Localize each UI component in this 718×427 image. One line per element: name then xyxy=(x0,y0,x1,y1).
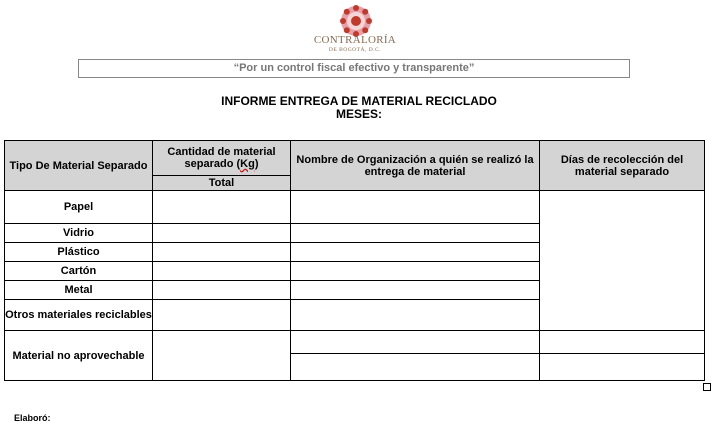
header-collection-days: Días de recolección del material separado xyxy=(540,141,705,191)
row-label-metal: Metal xyxy=(5,281,153,300)
row-label-vidrio: Vidrio xyxy=(5,224,153,243)
cell-quantity[interactable] xyxy=(153,262,291,281)
cell-organization[interactable] xyxy=(291,354,540,381)
cell-organization[interactable] xyxy=(291,262,540,281)
row-label-plastico: Plástico xyxy=(5,243,153,262)
header-quantity: Cantidad de material separado (Kg) xyxy=(153,141,291,176)
header-total: Total xyxy=(153,176,291,191)
cell-organization[interactable] xyxy=(291,331,540,354)
row-label-no-aprovechable: Material no aprovechable xyxy=(5,331,153,381)
cell-organization[interactable] xyxy=(291,224,540,243)
report-months-label: MESES: xyxy=(335,107,382,121)
cell-organization[interactable] xyxy=(291,243,540,262)
cell-organization[interactable] xyxy=(291,300,540,331)
cell-quantity[interactable] xyxy=(153,243,291,262)
cell-quantity[interactable] xyxy=(153,224,291,243)
cell-quantity[interactable] xyxy=(153,331,291,381)
table-resize-handle[interactable] xyxy=(703,383,711,391)
cell-organization[interactable] xyxy=(291,281,540,300)
material-table xyxy=(4,140,705,381)
row-label-papel: Papel xyxy=(5,191,153,224)
motto-box: “Por un control fiscal efectivo y transparente” xyxy=(78,59,630,78)
cell-quantity[interactable] xyxy=(153,281,291,300)
report-title: INFORME ENTREGA DE MATERIAL RECICLADO xyxy=(221,94,497,108)
cell-quantity[interactable] xyxy=(153,300,291,331)
cell-quantity[interactable] xyxy=(153,191,291,224)
cell-collection-days[interactable] xyxy=(540,331,705,354)
cell-collection-days[interactable] xyxy=(540,354,705,381)
organization-subtitle: DE BOGOTÁ, D.C. xyxy=(328,47,382,53)
header-material-type: Tipo De Material Separado xyxy=(5,141,153,191)
organization-name: CONTRALORÍA xyxy=(313,34,397,46)
cell-organization[interactable] xyxy=(291,191,540,224)
row-label-carton: Cartón xyxy=(5,262,153,281)
header-organization: Nombre de Organización a quién se realizó la entrega de material xyxy=(291,141,540,191)
cell-collection-days[interactable] xyxy=(540,191,705,331)
row-label-otros: Otros materiales reciclables xyxy=(5,300,153,331)
prepared-by-label: Elaboró: xyxy=(14,413,51,423)
contraloria-rosette-logo-icon xyxy=(339,4,373,38)
